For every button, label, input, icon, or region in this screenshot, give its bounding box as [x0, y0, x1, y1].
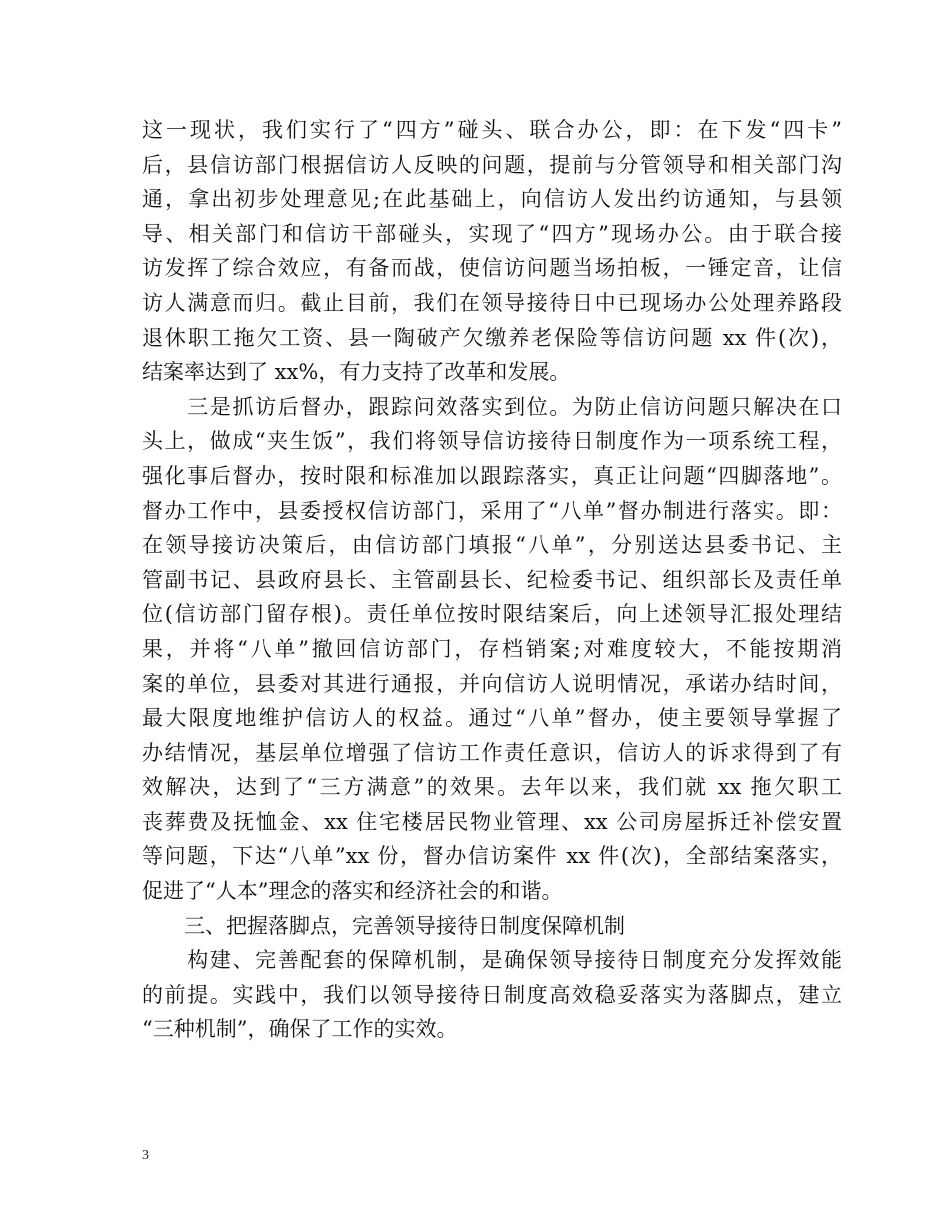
text-line: 最大限度地维护信访人的权益。通过“八单”督办，使主要领导掌握了 — [142, 706, 842, 731]
text-line: 后，县信访部门根据信访人反映的问题，提前与分管领导和相关部门沟 — [142, 152, 842, 177]
text-line: 强化事后督办，按时限和标准加以跟踪落实，真正让问题“四脚落地”。 — [142, 463, 842, 488]
text-line: 的前提。实践中，我们以领导接待日制度高效稳妥落实为落脚点，建立 — [142, 982, 842, 1007]
section-heading: 三、把握落脚点，完善领导接待日制度保障机制 — [142, 913, 625, 938]
text-line: 头上，做成“夹生饭”，我们将领导信访接待日制度作为一项系统工程， — [142, 429, 842, 454]
text-line: 访人满意而归。截止目前，我们在领导接待日中已现场办公处理养路段 — [142, 290, 842, 315]
text-line: 督办工作中，县委授权信访部门，采用了“八单”督办制进行落实。即： — [142, 498, 842, 523]
text-line: 在领导接访决策后，由信访部门填报“八单”，分别送达县委书记、主 — [142, 533, 842, 558]
text-line: 案的单位，县委对其进行通报，并向信访人说明情况，承诺办结时间， — [142, 671, 842, 696]
text-line: “三种机制”，确保了工作的实效。 — [142, 1017, 458, 1042]
text-line: 访发挥了综合效应，有备而战，使信访问题当场拍板，一锤定音，让信 — [142, 256, 842, 281]
page-number: 3 — [142, 1148, 149, 1163]
paragraph-start-line: 三是抓访后督办，跟踪问效落实到位。为防止信访问题只解决在口 — [142, 394, 842, 419]
paragraph-start-line: 构建、完善配套的保障机制，是确保领导接待日制度充分发挥效能 — [142, 948, 842, 973]
text-line: 通，拿出初步处理意见;在此基础上，向信访人发出约访通知，与县领 — [142, 187, 842, 212]
body-text — [142, 113, 842, 1047]
text-line: 退休职工拖欠工资、县一陶破产欠缴养老保险等信访问题 xx 件(次)， — [142, 325, 842, 350]
text-line: 果，并将“八单”撤回信访部门，存档销案;对难度较大，不能按期消 — [142, 636, 842, 661]
text-line: 这一现状，我们实行了“四方”碰头、联合办公，即：在下发“四卡” — [142, 118, 842, 142]
text-line: 位(信访部门留存根)。责任单位按时限结案后，向上述领导汇报处理结 — [142, 602, 842, 627]
text-line: 导、相关部门和信访干部碰头，实现了“四方”现场办公。由于联合接 — [142, 221, 842, 246]
text-line: 结案率达到了 xx%，有力支持了改革和发展。 — [142, 360, 571, 385]
text-line: 促进了“人本”理念的落实和经济社会的和谐。 — [142, 879, 563, 904]
text-line: 管副书记、县政府县长、主管副县长、纪检委书记、组织部长及责任单 — [142, 567, 842, 592]
text-line: 等问题，下达“八单”xx 份，督办信访案件 xx 件(次)，全部结案落实， — [142, 844, 842, 869]
text-line: 丧葬费及抚恤金、xx 住宅楼居民物业管理、xx 公司房屋拆迁补偿安置 — [142, 809, 842, 834]
text-line: 效解决，达到了“三方满意”的效果。去年以来，我们就 xx 拖欠职工 — [142, 775, 842, 800]
text-line: 办结情况，基层单位增强了信访工作责任意识，信访人的诉求得到了有 — [142, 740, 842, 765]
